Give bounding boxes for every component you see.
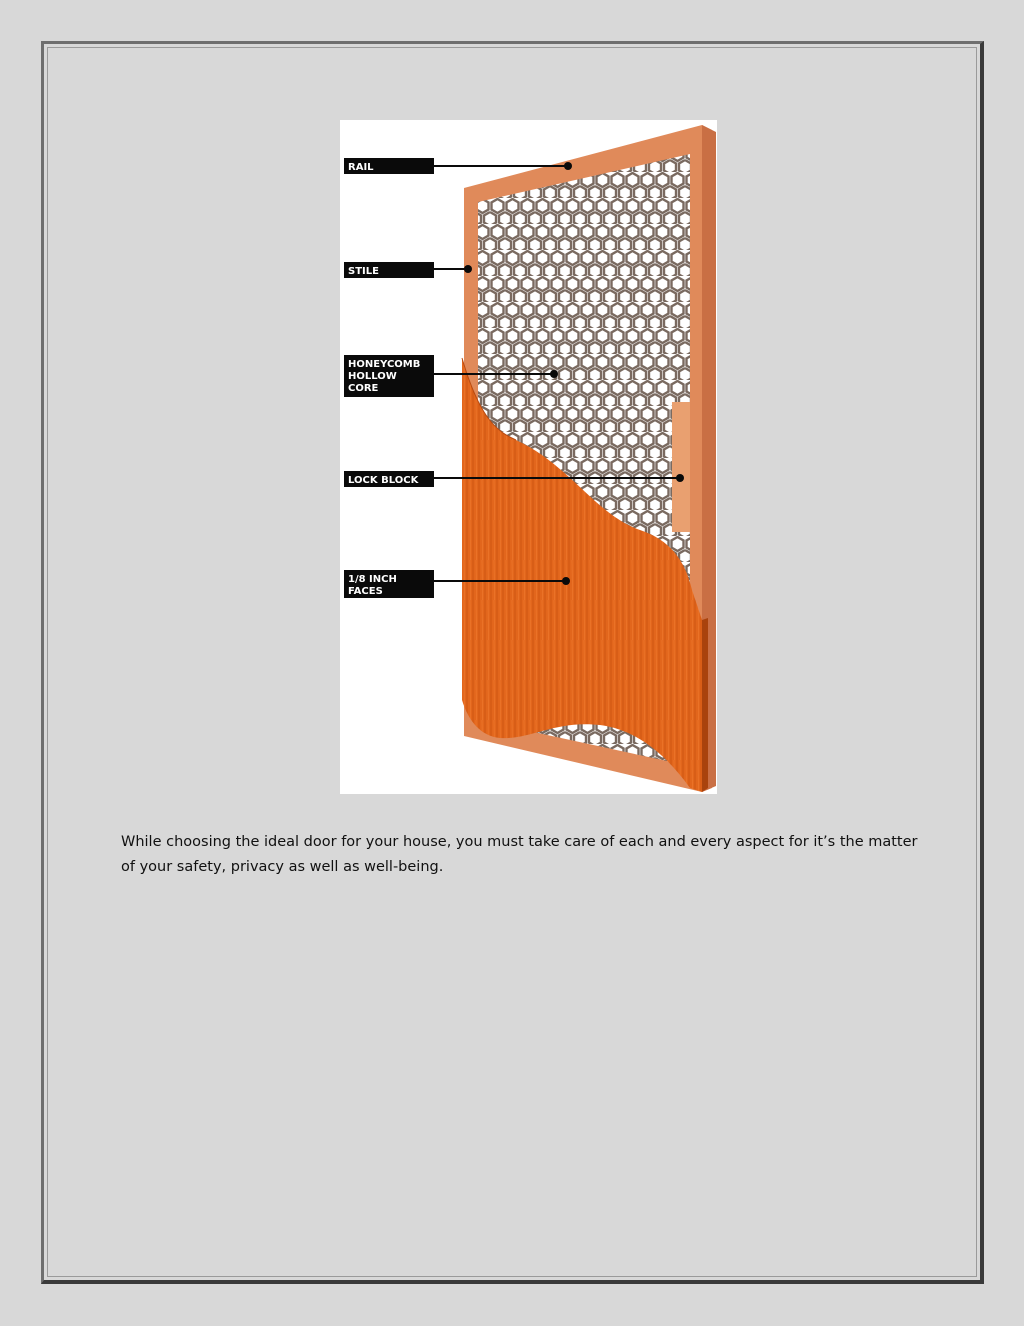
svg-text:STILE: STILE xyxy=(348,266,379,277)
svg-text:CORE: CORE xyxy=(348,383,379,394)
svg-text:HONEYCOMB: HONEYCOMB xyxy=(348,359,421,370)
svg-text:HOLLOW: HOLLOW xyxy=(348,371,397,382)
lock-block xyxy=(672,402,690,532)
label-stile xyxy=(344,262,472,278)
svg-text:LOCK BLOCK: LOCK BLOCK xyxy=(348,475,419,486)
svg-text:1/8 INCH: 1/8 INCH xyxy=(348,574,397,585)
door-diagram xyxy=(340,120,717,794)
svg-text:RAIL: RAIL xyxy=(348,162,374,173)
door-construction-figure xyxy=(340,120,717,794)
veneer-edge xyxy=(702,618,708,792)
svg-text:FACES: FACES xyxy=(348,586,383,597)
body-paragraph: While choosing the ideal door for your house, you must take care of each and every aspect for it’s the matter of your safety, privacy as well as well-being. xyxy=(121,833,918,875)
